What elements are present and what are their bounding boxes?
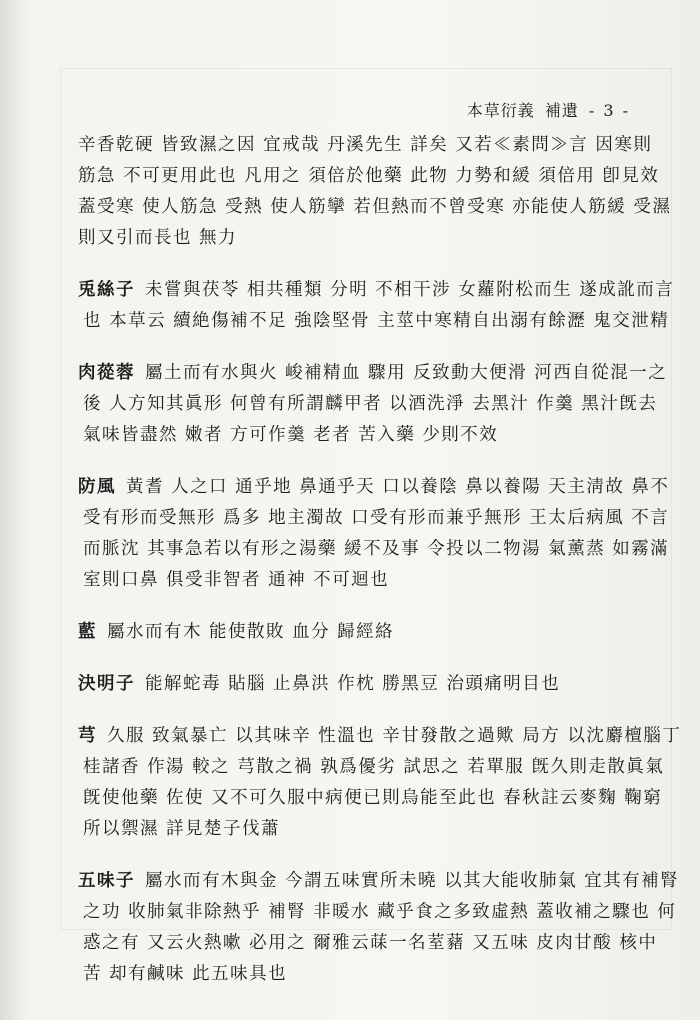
text-line: 未嘗與茯苓 相共種類 分明 不相干涉 女蘿附松而生 遂成訛而言 [145, 280, 675, 300]
text-line: 蓋受寒 使人筋急 受熱 使人筋攣 若但熱而不曾受寒 亦能使人筋緩 受濕 [78, 197, 672, 217]
text-line: 而脈沈 其事急若以有形之湯藥 緩不及事 令投以二物湯 氣薰蒸 如霧滿 [83, 539, 670, 559]
entry-tusizi [78, 275, 675, 337]
entry-juemingzi [78, 669, 668, 700]
text-line: 屬土而有水與火 峻補精血 驟用 反致動大便滑 河西自從混一之 [145, 363, 668, 383]
text-line: 氣味皆盡然 嫩者 方可作羹 老者 苦入藥 少則不效 [83, 425, 499, 445]
text-line: 也 本草云 續絶傷補不足 強陰堅骨 主莖中寒精自出溺有餘瀝 鬼交泄精 [83, 311, 670, 331]
text-line: 所以禦濕 詳見楚子伐蕭 [83, 819, 281, 839]
text-line: 惑之有 又云火熱嗽 必用之 爾雅云菋一名荎藸 又五味 皮肉甘酸 核中 [83, 933, 658, 953]
text-line: 能解蛇毒 貼腦 止鼻洪 作枕 勝黑豆 治頭痛明目也 [145, 674, 561, 694]
entry-term: 藍 [78, 622, 97, 642]
page-number: - 3 - [588, 101, 630, 120]
entry-term: 五味子 [78, 871, 135, 891]
section-name: 補遺 [544, 101, 579, 120]
text-line: 苦 却有鹹味 此五味具也 [83, 964, 288, 984]
book-title: 本草衍義 [466, 101, 535, 120]
text-line: 辛香乾硬 皆致濕之因 宜戒哉 丹溪先生 詳矣 又若≪素問≫言 因寒則 [78, 135, 653, 155]
entry-term: 防風 [78, 477, 116, 497]
text-line: 則又引而長也 無力 [78, 228, 238, 248]
entry-term: 決明子 [78, 674, 135, 694]
text-line: 桂諸香 作湯 較之 芎散之禍 孰爲優劣 試思之 若單服 旣久則走散眞氣 [83, 757, 665, 777]
entry-xiong [78, 721, 682, 845]
text-line: 筋急 不可更用此也 凡用之 須倍於他藥 此物 力勢和緩 須倍用 卽見效 [78, 166, 660, 186]
entry-roucongrong [78, 358, 668, 451]
entry-fangfeng [78, 472, 668, 596]
text-line: 之功 收肺氣非除熱乎 補腎 非暖水 藏乎食之多致虛熱 蓋收補之驟也 何 [83, 902, 677, 922]
text-line: 黃耆 人之口 通乎地 鼻通乎天 口以養陰 鼻以養陽 天主淸故 鼻不 [126, 477, 670, 497]
entry-lan [78, 617, 668, 648]
text-line: 受有形而受無形 爲多 地主濁故 口受有形而兼乎無形 王太后病風 不言 [83, 508, 670, 528]
text-line: 室則口鼻 俱受非智者 通神 不可迴也 [83, 570, 390, 590]
text-line: 久服 致氣暴亡 以其味辛 性溫也 辛甘發散之過歟 局方 以沈麝檀腦丁 [107, 726, 682, 746]
text-line: 旣使他藥 佐使 又不可久服中病便已則烏能至此也 春秋註云麥麴 鞠窮 [83, 788, 663, 808]
text-line: 屬水而有木與金 今謂五味實所未曉 以其大能收肺氣 宜其有補腎 [145, 871, 680, 891]
running-header [467, 98, 630, 121]
entry-term: 兎絲子 [78, 280, 135, 300]
text-line: 屬水而有木 能使散敗 血分 歸經絡 [107, 622, 395, 642]
entry-wuweizi [78, 866, 680, 990]
entry-continuation [78, 130, 672, 254]
body-text [78, 130, 682, 1011]
entry-term: 芎 [78, 726, 97, 746]
text-line: 後 人方知其眞形 何曾有所謂麟甲者 以酒洗淨 去黑汁 作羹 黑汁旣去 [83, 394, 658, 414]
entry-term: 肉蓯蓉 [78, 363, 135, 383]
